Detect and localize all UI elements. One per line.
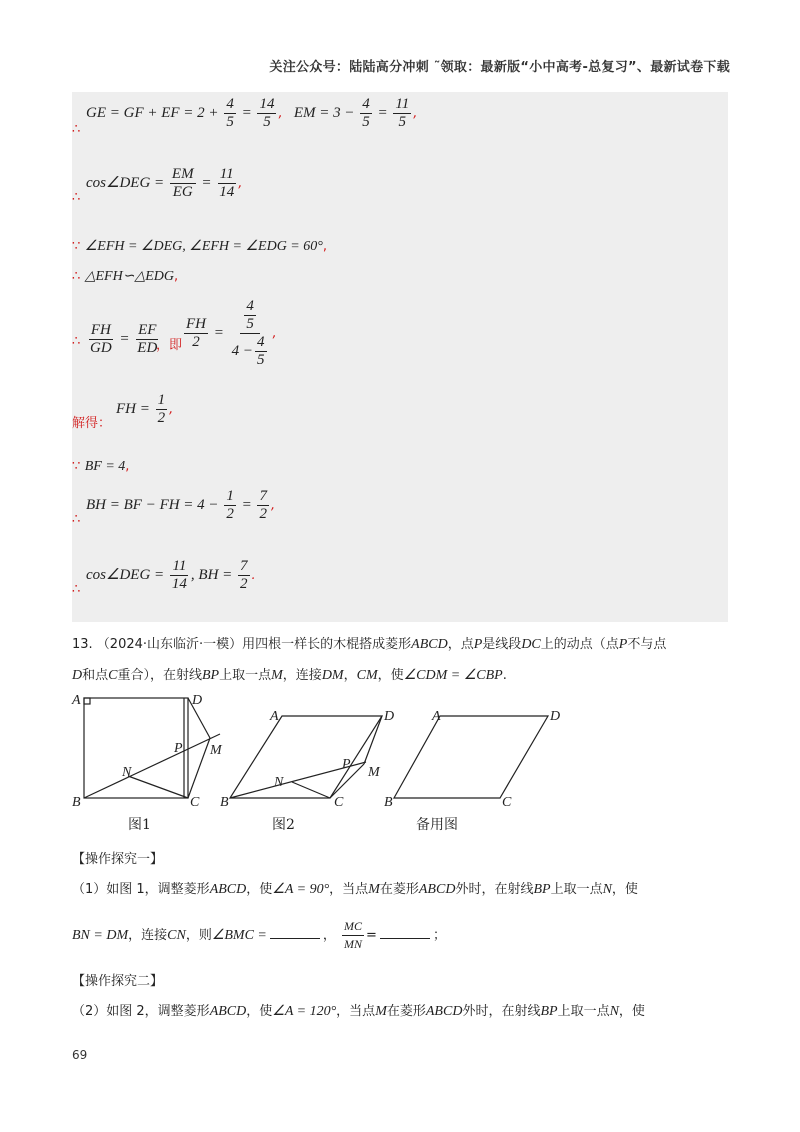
fig1-point-d: D (192, 693, 203, 708)
page-header: 关注公众号：陆陆高分冲刺 ˜领取：最新版“小中高考-总复习”、最新试卷下载 (269, 60, 730, 75)
solution-line-7: ∵ BF = 4, (72, 459, 130, 474)
fig1-caption: 图1 (128, 817, 151, 833)
solution-line-3: ∵ ∠EFH = ∠DEG, ∠EFH = ∠EDG = 60°, (72, 239, 327, 254)
fig1-point-m: M (210, 743, 222, 758)
fig2-point-p: P (342, 757, 351, 772)
fig2-line-cn (292, 782, 330, 798)
fig1-point-a: A (72, 693, 81, 708)
fig1-right-angle-mark (84, 698, 90, 704)
solution-line-4: ∴ △EFH∽△EDG, (72, 269, 179, 284)
problem-line-1: 13. （2024·山东临沂·一模）用四根一样长的木棍搭成菱形ABCD，点P是线段DC上的动点（点P不与点 (72, 637, 667, 652)
fig2-point-b: B (220, 795, 229, 810)
fig2-point-a: A (270, 709, 279, 724)
fig3-point-b: B (384, 795, 393, 810)
fig3-rhombus (394, 716, 548, 798)
answer-blank-2[interactable] (380, 928, 430, 939)
explore1-line-1: （1）如图 1，调整菱形ABCD，使∠A = 90°，当点M在菱形ABCD外时，在射线BP上取一点N，使 (72, 882, 638, 897)
fig2-point-n: N (274, 775, 284, 790)
problem-line-2: D和点C重合），在射线BP上取一点M，连接DM，CM，使∠CDM = ∠CBP. (72, 668, 507, 683)
fig2-point-m: M (368, 765, 380, 780)
explore2-line-1: （2）如图 2，调整菱形ABCD，使∠A = 120°，当点M在菱形ABCD外时，在射线BP上取一点N，使 (72, 1004, 645, 1019)
explore2-title: 【操作探究二】 (72, 974, 164, 989)
fig1-square (84, 698, 188, 798)
geometry-figures (60, 688, 600, 816)
fig1-point-c: C (190, 795, 200, 810)
fig1-point-p: P (174, 741, 183, 756)
solution-block: ∴ GE = GF + EF = 2 + $\frac{4}{5}$ = $\frac{14}{5}$ , EM = 3 − $\frac{4}{5}$ = $\frac{11}{5}$ , ∴ cos∠DEG = $\frac{EM}{EG}$ = $\frac{11}{14}$ , ∵ ∠EFH = ∠DEG, ∠EFH = ∠EDG = 60°, ∴ △EFH∽△EDG, ∴ $\frac{FH}{GD}$ = $\frac{EF}{ED}$ ，即 $\frac{FH}{2}$ = $\frac{4}{5}$ 4 − $\frac{4}{5}$ , 解得： FH = $\frac{1}{2}$ , ∵ BF = 4, ∴ BH = BF − FH = 4 − $\frac{1}{2}$ = $\frac{7}{2}$ , ∴ cos∠DEG = $\frac{11}{14}$ , BH = $\frac{7}{2}$ . (72, 92, 728, 622)
fig2-point-d: D (384, 709, 395, 724)
explore1-line-2: BN = DM，连接CN，则∠BMC = ， $\frac{MC}{MN}$ = ； (72, 919, 446, 951)
fig2-point-c: C (334, 795, 344, 810)
fig3-point-a: A (432, 709, 441, 724)
fig2-rhombus (230, 716, 382, 798)
fig3-point-c: C (502, 795, 512, 810)
answer-blank-1[interactable] (270, 928, 320, 939)
explore1-title: 【操作探究一】 (72, 852, 164, 867)
therefore-symbol: ∴ (72, 122, 81, 137)
fig2-caption: 图2 (272, 817, 295, 833)
page-number: 69 (72, 1048, 88, 1062)
fig1-point-n: N (122, 765, 132, 780)
fig3-caption: 备用图 (416, 817, 458, 833)
fig1-point-b: B (72, 795, 81, 810)
fig1-line-cn (128, 776, 188, 798)
fig3-point-d: D (550, 709, 561, 724)
